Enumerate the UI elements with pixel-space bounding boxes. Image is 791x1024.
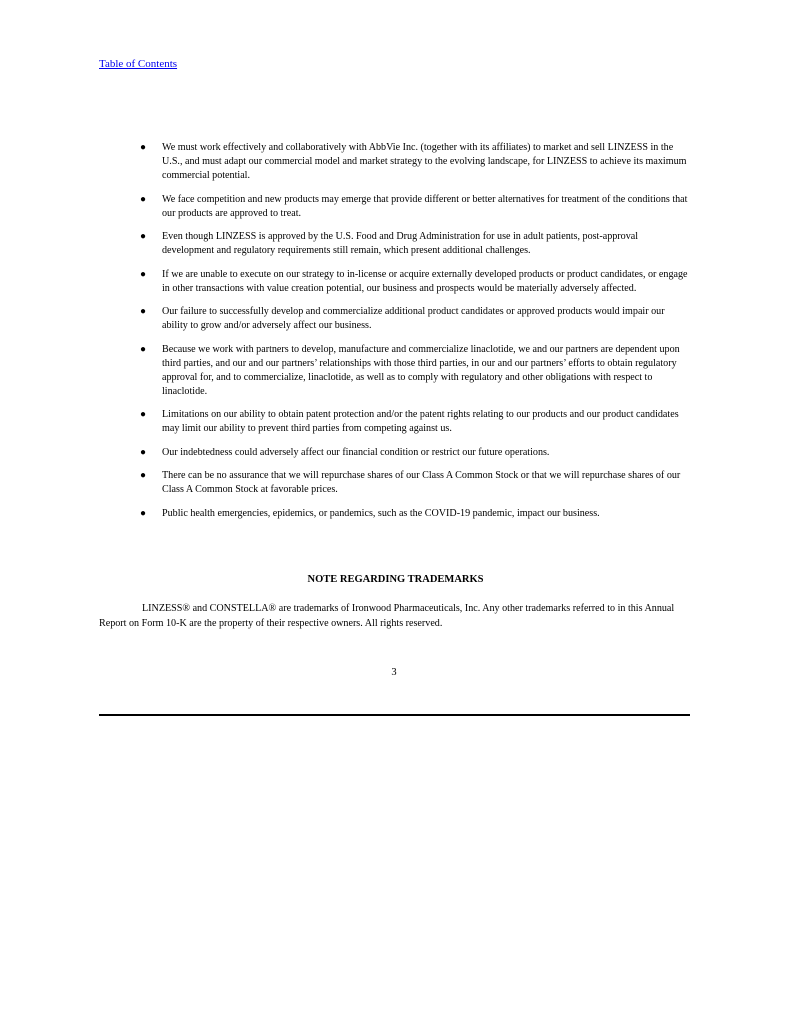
list-item-text: Public health emergencies, epidemics, or pandemics, such as the COVID-19 pandemic, impact our business. — [162, 507, 600, 519]
list-item-text: Our indebtedness could adversely affect our financial condition or restrict our future operations. — [162, 446, 550, 458]
list-item-text: We must work effectively and collaboratively with AbbVie Inc. (together with its affiliates) to market and sell LINZESS in the U.S., and must adapt our commercial model and market strategy to the evolving landscape, for LINZESS to achieve its maximum commercial potential. — [162, 142, 687, 181]
risk-summary-list — [140, 141, 690, 530]
list-item — [140, 193, 690, 221]
trademarks-heading: NOTE REGARDING TRADEMARKS — [307, 574, 484, 585]
list-item — [140, 141, 690, 183]
list-item-text: Our failure to successfully develop and commercialize additional product candidates or approved products would impair our ability to grow and/or adversely affect our business. — [162, 306, 665, 331]
page-divider — [99, 714, 690, 716]
bullet-icon: ● — [140, 446, 147, 458]
bullet-icon: ● — [140, 470, 147, 481]
list-item — [140, 507, 690, 521]
list-item — [140, 230, 690, 258]
page-number: 3 — [391, 667, 397, 678]
bullet-icon: ● — [140, 231, 147, 242]
bullet-icon: ● — [140, 343, 147, 355]
list-item-text: If we are unable to execute on our strategy to in-license or acquire externally developed products or product candidates, or engage in other transactions with value creation potential, our business and prospects would be materially adversely affected. — [162, 268, 688, 294]
list-item-text: Because we work with partners to develop, manufacture and commercialize linaclotide, we and our partners are dependent upon third parties, and our and our partners’ relationships with those third parties, in our and our partners’ efforts to obtain regulatory approval for, and to commercialize, linaclotide, as well as to comply with regulatory and other obligations with respect to linaclotide. — [162, 343, 680, 397]
list-item-text: We face competition and new products may emerge that provide different or better alternatives for treatment of the conditions that our products are approved to treat. — [162, 193, 688, 219]
list-item — [140, 446, 690, 460]
bullet-icon: ● — [140, 409, 147, 420]
table-of-contents-link[interactable]: Table of Contents — [99, 58, 178, 70]
list-item-text: There can be no assurance that we will repurchase shares of our Class A Common Stock or that we will repurchase shares of our Class A Common Stock at favorable prices. — [162, 470, 681, 495]
list-item — [140, 408, 690, 436]
bullet-icon: ● — [140, 507, 147, 519]
list-item-text: Limitations on our ability to obtain patent protection and/or the patent rights relating to our products and our product candidates may limit our ability to prevent third parties from competing against us. — [162, 409, 679, 434]
list-item — [140, 469, 690, 497]
list-item — [140, 268, 690, 296]
list-item — [140, 343, 690, 399]
list-item — [140, 305, 690, 333]
bullet-icon: ● — [140, 268, 147, 280]
bullet-icon: ● — [140, 193, 147, 205]
bullet-icon: ● — [140, 142, 147, 153]
trademarks-paragraph: LINZESS® and CONSTELLA® are trademarks of Ironwood Pharmaceuticals, Inc. Any other trademarks referred to in this Annual Report on Form 10-K are the property of their respective owners. All rights reserved. — [99, 603, 675, 629]
bullet-icon: ● — [140, 306, 147, 317]
list-item-text: Even though LINZESS is approved by the U.S. Food and Drug Administration for use in adult patients, post-approval development and regulatory requirements still remain, which present additional challenges. — [162, 231, 639, 256]
